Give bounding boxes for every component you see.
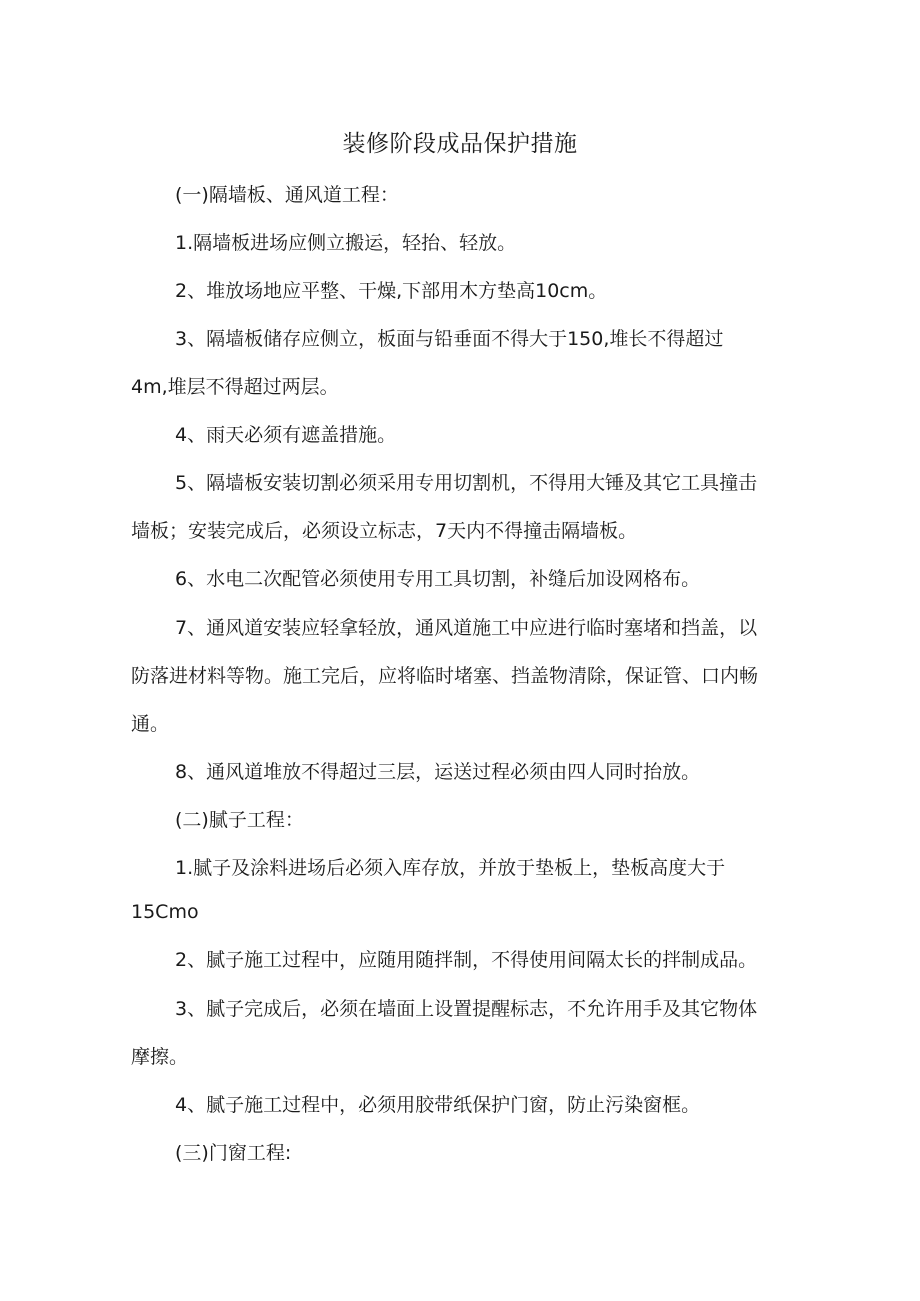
paragraph-line: 4、雨天必须有遮盖措施。 bbox=[175, 424, 397, 446]
paragraph-line: 墙板；安装完成后，必须设立标志，7天内不得撞击隔墙板。 bbox=[131, 520, 638, 542]
paragraph-line: 8、通风道堆放不得超过三层，运送过程必须由四人同时抬放。 bbox=[175, 761, 701, 783]
section-heading-putty: (二)腻子工程： bbox=[175, 809, 304, 831]
paragraph-line: 2、堆放场地应平整、干燥,下部用木方垫高10cm。 bbox=[175, 280, 608, 302]
paragraph-line: 4、腻子施工过程中，必须用胶带纸保护门窗，防止污染窗框。 bbox=[175, 1094, 701, 1116]
paragraph-line: 通。 bbox=[131, 713, 170, 735]
paragraph-line: 摩擦。 bbox=[131, 1046, 189, 1068]
paragraph-line: 1.腻子及涂料进场后必须入库存放，并放于垫板上，垫板高度大于 bbox=[175, 857, 726, 879]
section-heading-partitions: (一)隔墙板、通风道工程： bbox=[175, 184, 399, 206]
paragraph-line: 1.隔墙板进场应侧立搬运，轻抬、轻放。 bbox=[175, 232, 517, 254]
paragraph-line: 7、通风道安装应轻拿轻放，通风道施工中应进行临时塞堵和挡盖，以 bbox=[175, 617, 758, 639]
paragraph-line: 4m,堆层不得超过两层。 bbox=[131, 376, 339, 398]
paragraph-line: 防落进材料等物。施工完后，应将临时堵塞、挡盖物清除，保证管、口内畅 bbox=[131, 665, 759, 687]
paragraph-line: 2、腻子施工过程中，应随用随拌制，不得使用间隔太长的拌制成品。 bbox=[175, 949, 758, 971]
paragraph-line: 3、隔墙板储存应侧立，板面与铅垂面不得大于150,堆长不得超过 bbox=[175, 328, 724, 350]
paragraph-line: 6、水电二次配管必须使用专用工具切割，补缝后加设网格布。 bbox=[175, 568, 701, 590]
paragraph-line: 5、隔墙板安装切割必须采用专用切割机，不得用大锤及其它工具撞击 bbox=[175, 472, 758, 494]
document-title: 装修阶段成品保护措施 bbox=[342, 131, 578, 157]
paragraph-line: 3、腻子完成后，必须在墙面上设置提醒标志，不允许用手及其它物体 bbox=[175, 998, 758, 1020]
section-heading-doors-windows: (三)门窗工程: bbox=[175, 1142, 292, 1164]
paragraph-line: 15Cmo bbox=[131, 901, 199, 923]
